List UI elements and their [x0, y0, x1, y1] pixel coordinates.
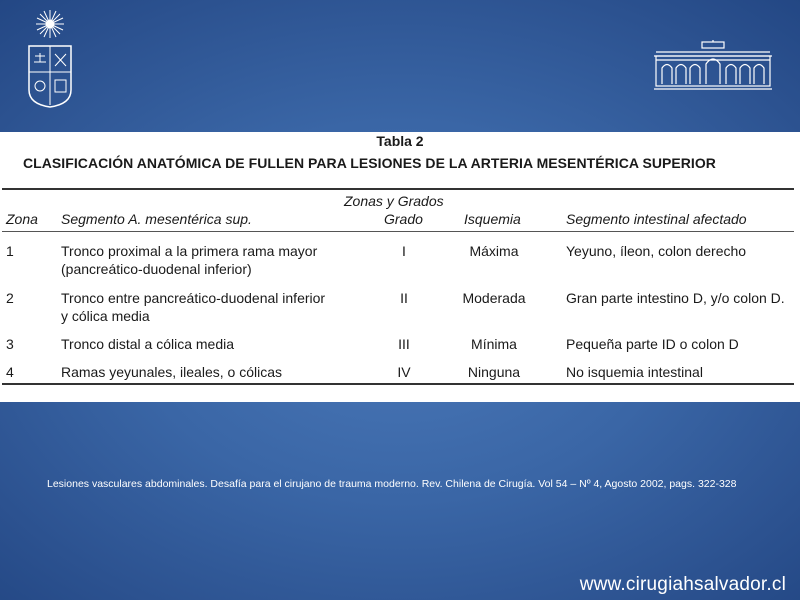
- cell-afectado: Yeyuno, íleon, colon derecho: [566, 243, 747, 259]
- table-title: CLASIFICACIÓN ANATÓMICA DE FULLEN PARA LESIONES DE LA ARTERIA MESENTÉRICA SUPERIOR: [23, 155, 716, 171]
- cell-segmento: Tronco proximal a la primera rama mayor: [61, 243, 318, 259]
- cell-isquemia: Ninguna: [467, 364, 521, 380]
- cell-segmento: Tronco entre pancreático-duodenal inferior: [61, 290, 326, 306]
- citation-text: Lesiones vasculares abdominales. Desafía para el cirujano de trauma moderno. Rev. Chilena de Cirugía. Vol 54 – Nº 4, Agosto 2002, pags. 322-328: [47, 478, 737, 490]
- cell-isquemia: Mínima: [471, 336, 517, 352]
- website-url: www.cirugiahsalvador.cl: [579, 574, 786, 595]
- cell-segmento: Tronco distal a cólica media: [61, 336, 235, 352]
- header-grado: Grado: [384, 211, 423, 227]
- header-afectado: Segmento intestinal afectado: [566, 211, 747, 227]
- cell-afectado: Pequeña parte ID o colon D: [566, 336, 739, 352]
- header-segmento: Segmento A. mesentérica sup.: [61, 211, 252, 227]
- cell-isquemia: Máxima: [469, 243, 519, 259]
- cell-afectado: Gran parte intestino D, y/o colon D.: [566, 290, 785, 306]
- cell-zona: 2: [6, 290, 14, 306]
- cell-grado: II: [400, 290, 408, 306]
- cell-afectado: No isquemia intestinal: [566, 364, 703, 380]
- cell-isquemia: Moderada: [462, 290, 526, 306]
- cell-grado: I: [402, 243, 406, 259]
- cell-grado: IV: [397, 364, 411, 380]
- cell-segmento-line2: (pancreático-duodenal inferior): [61, 261, 252, 277]
- header-zona: Zona: [6, 211, 38, 227]
- cell-zona: 1: [6, 243, 14, 259]
- university-crest-icon: [22, 8, 78, 108]
- header-isquemia: Isquemia: [464, 211, 521, 227]
- table-rule-bottom: [2, 383, 794, 385]
- classification-table: [0, 132, 800, 402]
- table-rule-top: [2, 188, 794, 190]
- cell-zona: 4: [6, 364, 14, 380]
- cell-segmento: Ramas yeyunales, ileales, o cólicas: [61, 364, 282, 380]
- table-rule-header: [2, 231, 794, 232]
- cell-grado: III: [398, 336, 410, 352]
- table-number: Tabla 2: [376, 133, 424, 149]
- cell-zona: 3: [6, 336, 14, 352]
- group-header: Zonas y Grados: [344, 193, 444, 209]
- hospital-building-icon: [652, 40, 774, 92]
- cell-segmento-line2: y cólica media: [61, 308, 150, 324]
